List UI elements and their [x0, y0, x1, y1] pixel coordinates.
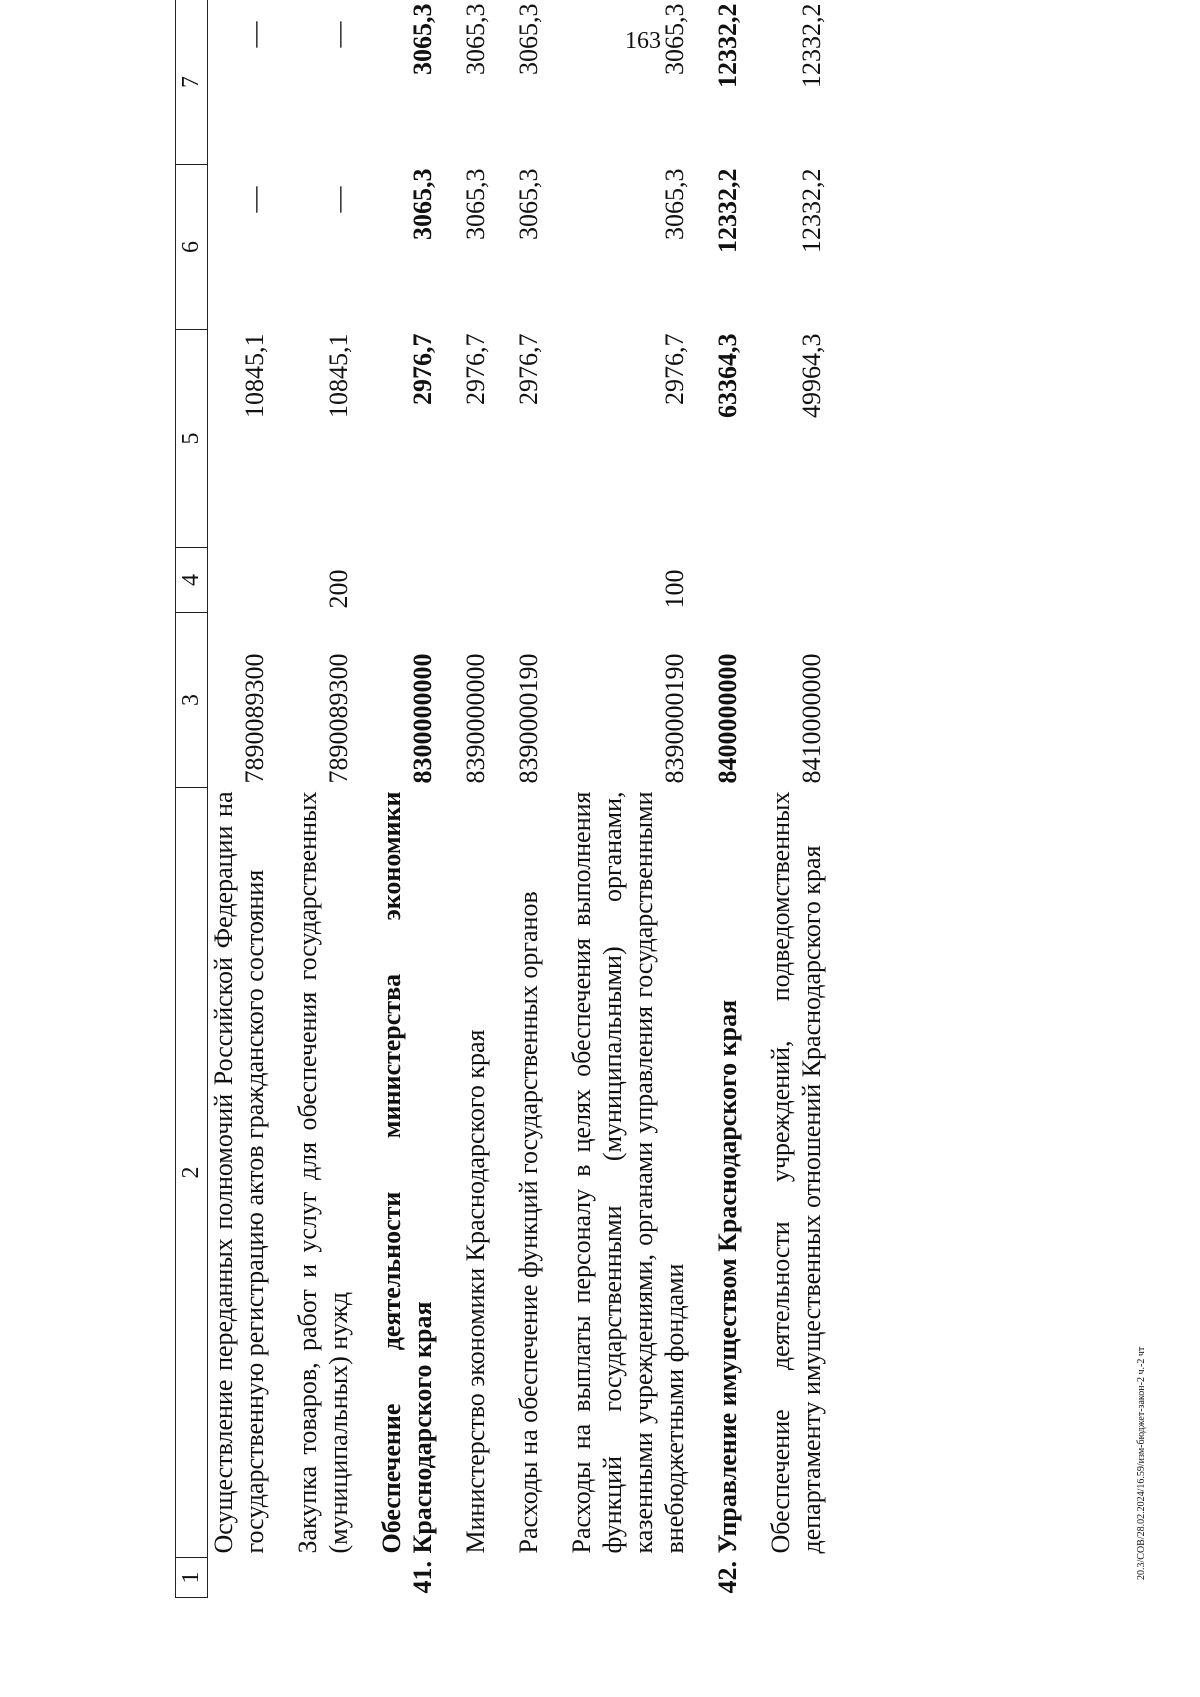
budget-table [175, 0, 827, 1598]
amount-col-7: 12332,2 [713, 3, 742, 88]
header-col-1: 1 [176, 1558, 208, 1598]
amount-col-6: 12332,2 [713, 168, 742, 253]
amount-col-6: 3065,3 [408, 168, 437, 240]
amount-col-7: — [324, 21, 353, 48]
row-description: Закупка товаров, работ и услуг для обеспечения государственных (муниципальных) нужд [293, 791, 353, 1554]
row-description: Обеспечение деятельности министерства экономики Краснодарского края [377, 791, 437, 1554]
row-description: Управление имуществом Краснодарского края [713, 999, 742, 1554]
expense-type: 200 [324, 569, 353, 609]
row-number [292, 1558, 376, 1598]
footer-document-code: 20.3/СОВ/28.02.2024/16.59/изм-бюджет-закон-2 ч.-2 чт [1136, 1346, 1147, 1580]
header-row [176, 0, 208, 1598]
target-code: 8390000190 [514, 653, 543, 784]
table-row [765, 0, 827, 1598]
budget-table-container [175, 0, 1095, 1598]
expense-type: 100 [660, 569, 689, 609]
amount-col-6: 3065,3 [461, 168, 490, 240]
amount-col-5: 2976,7 [660, 333, 689, 405]
header-col-7: 7 [176, 0, 208, 165]
expense-type [765, 548, 827, 613]
amount-col-7: 12332,2 [797, 3, 826, 88]
amount-col-7: 3065,3 [514, 3, 543, 75]
amount-col-6: 3065,3 [660, 168, 689, 240]
target-code: 8390000190 [660, 653, 689, 784]
header-col-5: 5 [176, 330, 208, 548]
page-number: 163 [625, 28, 661, 54]
row-number [765, 1558, 827, 1598]
amount-col-5: 49964,3 [797, 333, 826, 418]
expense-type [208, 548, 293, 613]
expense-type [460, 548, 513, 613]
target-code: 7890089300 [240, 653, 269, 784]
row-number: 41. [408, 1561, 437, 1594]
amount-col-7: — [240, 21, 269, 48]
table-row [712, 0, 765, 1598]
amount-col-6: — [240, 186, 269, 213]
row-number [566, 1558, 712, 1598]
amount-col-5: 2976,7 [408, 333, 437, 405]
table-row [513, 0, 566, 1598]
table-row [566, 0, 712, 1598]
row-number [208, 1558, 293, 1598]
amount-col-5: 63364,3 [713, 333, 742, 418]
table-row [292, 0, 376, 1598]
table-row [376, 0, 460, 1598]
expense-type [712, 548, 765, 613]
target-code: 8390000000 [461, 653, 490, 784]
row-description: Министерство экономики Краснодарского края [461, 1029, 490, 1554]
row-number [513, 1558, 566, 1598]
amount-col-6: 3065,3 [514, 168, 543, 240]
row-number [460, 1558, 513, 1598]
amount-col-5: 10845,1 [240, 333, 269, 418]
amount-col-7: 3065,3 [461, 3, 490, 75]
header-col-3: 3 [176, 613, 208, 788]
row-description: Осуществление переданных полномочий Российской Федерации на государственную регистрацию актов гражданского состояния [209, 791, 269, 1554]
target-code: 8400000000 [713, 653, 742, 784]
expense-type [513, 548, 566, 613]
header-col-2: 2 [176, 788, 208, 1558]
table-row [208, 0, 293, 1598]
amount-col-6: — [324, 186, 353, 213]
target-code: 8300000000 [408, 653, 437, 784]
target-code: 8410000000 [797, 653, 826, 784]
amount-col-5: 10845,1 [324, 333, 353, 418]
row-description: Обеспечение деятельности учреждений, подведомственных департаменту имущественных отношений Краснодарского края [766, 791, 826, 1554]
table-row [460, 0, 513, 1598]
row-description: Расходы на обеспечение функций государственных органов [514, 891, 543, 1554]
expense-type [376, 548, 460, 613]
header-col-6: 6 [176, 165, 208, 330]
row-number: 42. [713, 1561, 742, 1594]
amount-col-6: 12332,2 [797, 168, 826, 253]
header-col-4: 4 [176, 548, 208, 613]
amount-col-7: 3065,3 [660, 3, 689, 75]
row-description: Расходы на выплаты персоналу в целях обеспечения выполнения функций государственными (муниципальными) органами, казенными учреждениями, органами управления государственными внебюджетными фондами [567, 791, 689, 1554]
target-code: 7890089300 [324, 653, 353, 784]
amount-col-5: 2976,7 [461, 333, 490, 405]
amount-col-5: 2976,7 [514, 333, 543, 405]
amount-col-7: 3065,3 [408, 3, 437, 75]
